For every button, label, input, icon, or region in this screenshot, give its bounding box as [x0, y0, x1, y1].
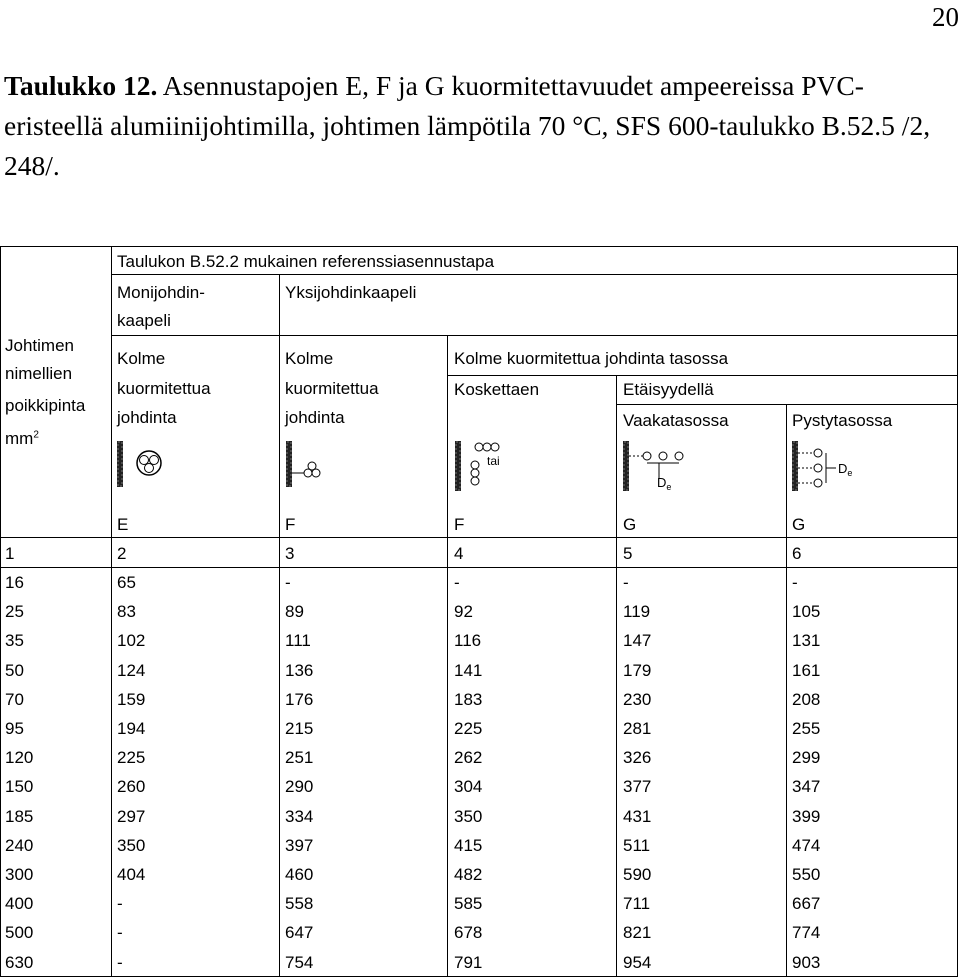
icon-de1-text: D: [657, 475, 667, 490]
table-cell: 550: [792, 865, 821, 884]
table-cell: 647: [285, 923, 314, 942]
table-cell: 116: [454, 631, 482, 650]
table-cell: -: [285, 573, 291, 592]
table-cell: 92: [454, 602, 473, 621]
svg-text:De: $D_e$: [838, 461, 853, 478]
table-cell: 350: [454, 807, 483, 826]
table-cell: 791: [454, 953, 483, 972]
col-number-5: 5: [623, 544, 633, 563]
table-cell: 774: [792, 923, 821, 942]
table-cell: 208: [792, 690, 821, 709]
table-cell: 326: [623, 748, 652, 767]
method-col2: E: [117, 515, 129, 534]
table-cell: 954: [623, 953, 652, 972]
header-three-b-line3: johdinta: [285, 408, 345, 427]
ampacity-table: [0, 246, 958, 977]
table-cell: 159: [117, 690, 146, 709]
table-cell: 124: [117, 661, 146, 680]
table-cell: 215: [285, 719, 314, 738]
table-caption: [4, 66, 954, 186]
table-cell: 821: [623, 923, 652, 942]
method-g-horizontal-spaced-icon: [621, 439, 701, 495]
header-multicore-line2: kaapeli: [117, 311, 171, 330]
table-cell: -: [792, 573, 798, 592]
table-cell: 255: [792, 719, 821, 738]
header-three-a-line3: johdinta: [117, 408, 177, 427]
table-cell: -: [454, 573, 460, 592]
table-cell: 431: [623, 807, 652, 826]
table-cell: 404: [117, 865, 146, 884]
method-col5: G: [623, 515, 637, 534]
table-cell: 511: [623, 836, 651, 855]
header-conductor-line2: nimellien: [5, 364, 73, 383]
table-cell: 334: [285, 807, 314, 826]
table-cell: 225: [117, 748, 146, 767]
col-number-4: 4: [454, 544, 464, 563]
header-three-b-line1: Kolme: [285, 349, 334, 368]
table-cell: 260: [117, 777, 146, 796]
table-cell: 225: [454, 719, 483, 738]
table-cell: 141: [454, 661, 483, 680]
row-cross-section: 120: [5, 748, 34, 767]
row-cross-section: 70: [5, 690, 24, 709]
method-f-trefoil-icon: [284, 439, 334, 491]
header-singlecore: Yksijohdinkaapeli: [285, 283, 417, 302]
table-cell: 176: [285, 690, 314, 709]
table-cell: -: [623, 573, 629, 592]
header-three-a-line1: Kolme: [117, 349, 166, 368]
table-cell: 65: [117, 573, 136, 592]
table-cell: 474: [792, 836, 821, 855]
table-cell: 711: [623, 894, 651, 913]
caption-text: Asennustapojen E, F ja G kuormitettavuudet ampeereissa PVC-eristeellä alumiinijohtimilla, johtimen lämpötila 70 °C, SFS 600-taulukko B.52.5 /2, 248/.: [4, 70, 931, 181]
header-three-a-line2: kuormitettua: [117, 379, 211, 398]
table-cell: 119: [623, 602, 651, 621]
table-cell: -: [117, 894, 123, 913]
header-conductor-line1: Johtimen: [5, 336, 74, 355]
row-cross-section: 185: [5, 807, 34, 826]
row-cross-section: 95: [5, 719, 24, 738]
col-number-2: 2: [117, 544, 127, 563]
table-cell: 377: [623, 777, 652, 796]
table-cell: 131: [792, 631, 821, 650]
col-number-6: 6: [792, 544, 802, 563]
header-conductor-line3: poikkipinta: [5, 396, 86, 415]
header-three-b-line2: kuormitettua: [285, 379, 379, 398]
col-number-3: 3: [285, 544, 295, 563]
table-cell: 482: [454, 865, 483, 884]
header-vertical: Pystytasossa: [792, 411, 893, 430]
caption-label: Taulukko 12.: [4, 70, 158, 101]
table-cell: 262: [454, 748, 483, 767]
header-multicore-line1: Monijohdin-: [117, 283, 205, 302]
table-cell: 347: [792, 777, 821, 796]
table-cell: -: [117, 953, 123, 972]
table-cell: 147: [623, 631, 652, 650]
svg-text:De: $D_e$: [657, 475, 672, 492]
table-cell: 105: [792, 602, 821, 621]
row-cross-section: 150: [5, 777, 34, 796]
method-g-vertical-spaced-icon: [790, 439, 870, 495]
table-cell: 415: [454, 836, 483, 855]
method-col3: F: [285, 515, 296, 534]
table-cell: 558: [285, 894, 314, 913]
header-spaced: Etäisyydellä: [623, 380, 714, 399]
page-number: 20: [932, 2, 959, 32]
table-cell: 194: [117, 719, 146, 738]
header-flat-three: Kolme kuormitettua johdinta tasossa: [454, 349, 729, 368]
col-number-1: 1: [5, 544, 15, 563]
row-cross-section: 300: [5, 865, 34, 884]
table-cell: 299: [792, 748, 821, 767]
table-cell: 678: [454, 923, 483, 942]
row-cross-section: 630: [5, 953, 34, 972]
method-col4: F: [454, 515, 465, 534]
table-cell: 754: [285, 953, 314, 972]
table-cell: 667: [792, 894, 821, 913]
row-cross-section: 25: [5, 602, 24, 621]
table-cell: 89: [285, 602, 304, 621]
table-cell: 304: [454, 777, 483, 796]
header-horizontal: Vaakatasossa: [623, 411, 729, 430]
icon-de2-text: D: [838, 461, 848, 476]
table-cell: 903: [792, 953, 821, 972]
method-e-multicore-icon: [115, 439, 165, 491]
header-reference: Taulukon B.52.2 mukainen referenssiasennustapa: [117, 252, 495, 271]
table-cell: 83: [117, 602, 136, 621]
table-cell: 585: [454, 894, 483, 913]
table-cell: 399: [792, 807, 821, 826]
method-f-flat-touching-icon: [453, 439, 513, 495]
table-cell: 590: [623, 865, 652, 884]
table-cell: 297: [117, 807, 146, 826]
table-cell: 161: [792, 661, 821, 680]
row-cross-section: 35: [5, 631, 24, 650]
table-cell: 397: [285, 836, 314, 855]
table-cell: -: [117, 923, 123, 942]
table-cell: 251: [285, 748, 314, 767]
table-cell: 102: [117, 631, 146, 650]
table-cell: 136: [285, 661, 314, 680]
row-cross-section: 16: [5, 573, 24, 592]
table-cell: 460: [285, 865, 314, 884]
table-cell: 290: [285, 777, 314, 796]
table-cell: 179: [623, 661, 652, 680]
header-conductor-unit: $mm^2$: [5, 429, 39, 448]
row-cross-section: 50: [5, 661, 24, 680]
header-touching: Koskettaen: [454, 380, 540, 399]
row-cross-section: 240: [5, 836, 34, 855]
table-cell: 281: [623, 719, 652, 738]
method-col6: G: [792, 515, 806, 534]
row-cross-section: 400: [5, 894, 34, 913]
table-cell: 111: [285, 631, 311, 650]
row-cross-section: 500: [5, 923, 34, 942]
table-cell: 350: [117, 836, 146, 855]
table-cell: 230: [623, 690, 652, 709]
table-cell: 183: [454, 690, 483, 709]
icon-tai-text: tai: [487, 454, 500, 468]
